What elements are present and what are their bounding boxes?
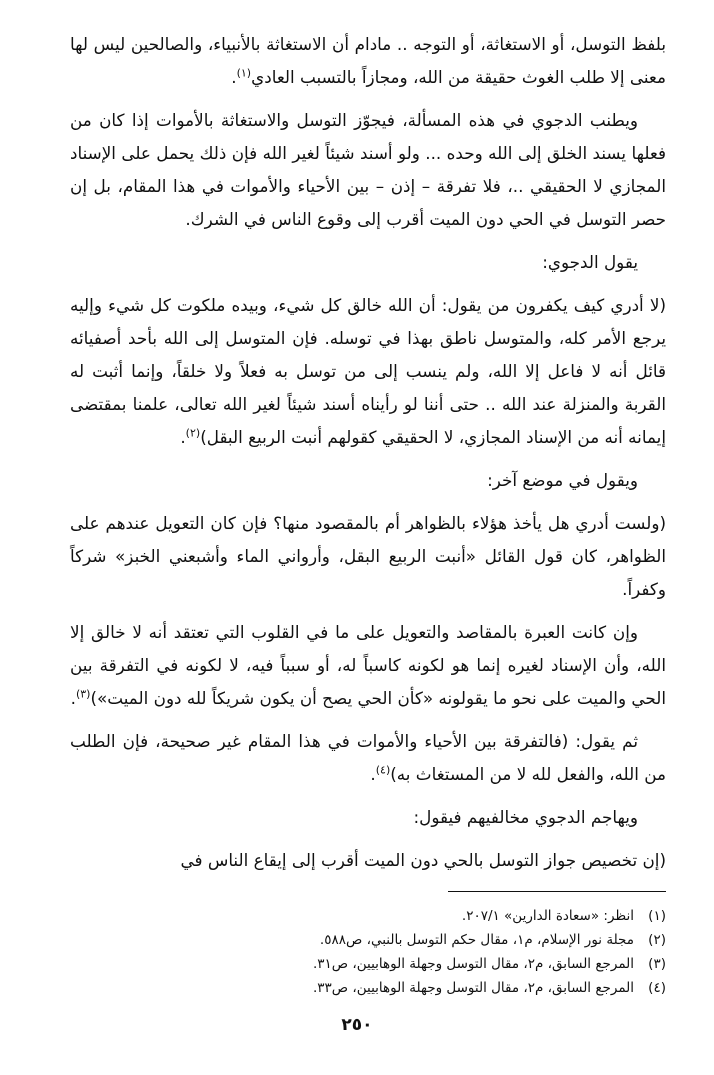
- footnote-text: المرجع السابق، م٢، مقال التوسل وجهلة الوهابيين، ص٣١.: [312, 956, 634, 972]
- paragraph-text: ويقول في موضع آخر:: [487, 470, 638, 490]
- page-body: [70, 28, 666, 1000]
- paragraph-6: [70, 507, 666, 606]
- paragraph-2: [70, 104, 666, 236]
- paragraph-5: [70, 464, 666, 497]
- footnote-number: (٤): [648, 980, 666, 996]
- paragraph-3: [70, 246, 666, 279]
- footnote-text: انظر: «سعادة الدارين» ٢٠٧/١.: [461, 908, 634, 924]
- paragraph-text: وإن كانت العبرة بالمقاصد والتعويل على ما في القلوب التي تعتقد أنه لا خالق إلا الله، وأن الإسناد لغيره إنما هو لكونه كاسباً له، أو سبباً فيه، لا لكونه في التفرقة بين الحي والميت على نحو ما يقولونه «كأن الحي يصح أن يكون شريكاً لله دون الميت»): [70, 622, 666, 708]
- footnote-separator: [448, 891, 666, 892]
- footnote-item: [70, 928, 666, 952]
- paragraph-text: (إن تخصيص جواز التوسل بالحي دون الميت أقرب إلى إيقاع الناس في: [180, 850, 666, 870]
- footnote-item: [70, 976, 666, 1000]
- paragraph-tail: .: [180, 427, 186, 447]
- footnote-text: مجلة نور الإسلام، م١، مقال حكم التوسل بالنبي، ص٥٨٨.: [319, 932, 634, 948]
- footnote-text: المرجع السابق، م٢، مقال التوسل وجهلة الوهابيين، ص٣٣.: [312, 980, 634, 996]
- footnotes-list: [70, 904, 666, 1000]
- footnote-ref-4[interactable]: (٤): [375, 763, 391, 777]
- page-number: ٢٥٠: [341, 1015, 373, 1035]
- footnote-item: [70, 904, 666, 928]
- footnote-number: (٣): [648, 956, 666, 972]
- paragraph-text: بلفظ التوسل، أو الاستغاثة، أو التوجه .. مادام أن الاستغاثة بالأنبياء، والصالحين ليس لها معنى إلا طلب الغوث حقيقة من الله، ومجازاً بالتسبب العادي: [70, 34, 666, 87]
- paragraph-4: [70, 289, 666, 454]
- footnote-ref-1[interactable]: (١): [236, 66, 252, 80]
- paragraph-text: يقول الدجوي:: [542, 252, 638, 272]
- paragraph-1: [70, 28, 666, 94]
- footnote-number: (٢): [648, 932, 666, 948]
- paragraph-text: (لا أدري كيف يكفرون من يقول: أن الله خالق كل شيء، وبيده ملكوت كل شيء وإليه يرجع الأمر كله، والمتوسل ناطق بهذا في توسله. فإن المتوسل إلى الله بأحد أصفيائه قائل أنه لا فاعل إلا الله، ولم ينسب إلى من توسل به فعلاً ولا خلقاً، وإنما أثبت له القربة والمنزلة عند الله .. حتى أننا لو رأيناه أسند شيئاً لغير الله تعالى، علمنا بمقتضى إيمانه أنه من الإسناد المجازي، لا الحقيقي كقولهم أنبت الربيع البقل): [70, 295, 666, 447]
- paragraph-tail: .: [70, 688, 76, 708]
- footnote-ref-2[interactable]: (٢): [185, 426, 201, 440]
- paragraph-10: [70, 844, 666, 877]
- paragraph-tail: .: [370, 764, 376, 784]
- paragraph-9: [70, 801, 666, 834]
- paragraph-text: ثم يقول: (فالتفرقة بين الأحياء والأموات في هذا المقام غير صحيحة، فإن الطلب من الله، والفعل لله لا من المستغاث به): [70, 731, 666, 784]
- paragraph-tail: .: [231, 67, 237, 87]
- paragraph-7: [70, 616, 666, 715]
- paragraph-8: [70, 725, 666, 791]
- footnote-number: (١): [648, 908, 666, 924]
- paragraph-text: ويهاجم الدجوي مخالفيهم فيقول:: [413, 807, 638, 827]
- paragraph-text: (ولست أدري هل يأخذ هؤلاء بالظواهر أم بالمقصود منها؟ فإن كان التعويل عندهم على الظواهر، كان قول القائل «أنبت الربيع البقل، وأرواني الماء وأشبعني الخبز» شركاً وكفراً.: [70, 513, 666, 599]
- footnote-item: [70, 952, 666, 976]
- paragraph-text: ويطنب الدجوي في هذه المسألة، فيجوّز التوسل والاستغاثة بالأموات إذا كان من فعلها يسند الخلق إلى الله وحده ... ولو أسند شيئاً لغير الله فإن ذلك يحمل على الإسناد المجازي لا الحقيقي ..، فلا تفرقة – إذن – بين الأحياء والأموات في هذا المقام، بل إن حصر التوسل في الحي دون الميت أقرب إلى وقوع الناس في الشرك.: [70, 110, 666, 229]
- footnote-ref-3[interactable]: (٣): [75, 687, 91, 701]
